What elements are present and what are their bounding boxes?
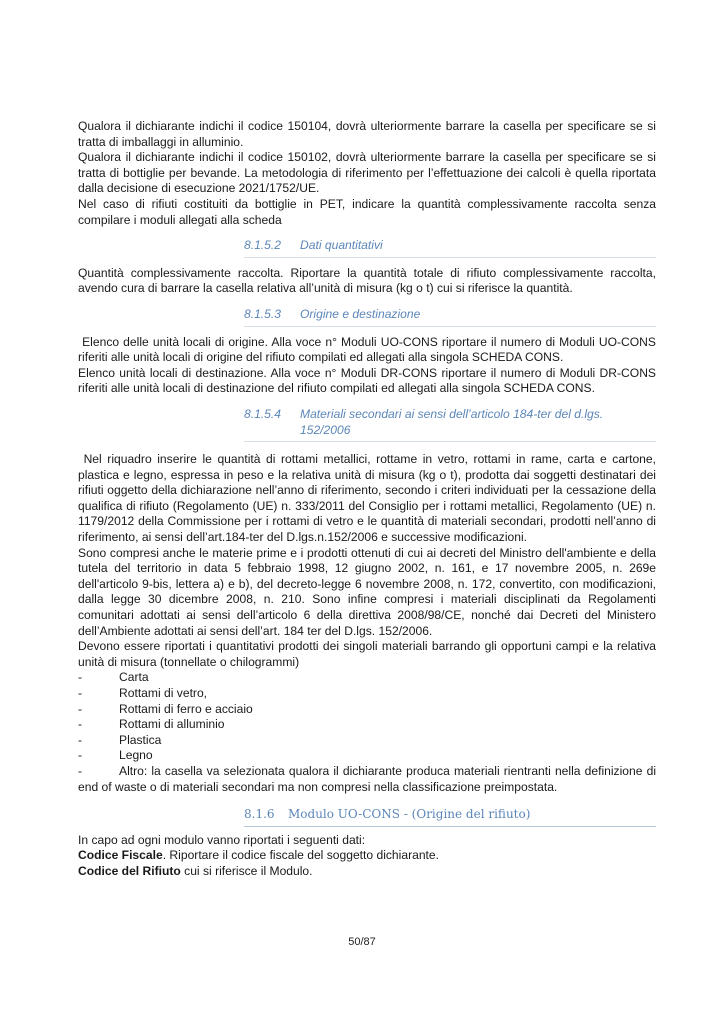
section-title: Origine e destinazione [300,306,421,321]
section-title: Modulo UO-CONS - (Origine del rifiuto) [288,807,531,822]
section-number: 8.1.5.3 [244,306,281,321]
paragraph: Elenco delle unità locali di origine. Alla voce n° Moduli UO-CONS riportare il numero di Moduli UO-CONS riferiti alle unità locali di origine del rifiuto compilati ed allegati alla singola SCHEDA CONS. [78,334,660,365]
list-item [78,733,656,749]
section-heading-8-1-5-2 [244,238,656,258]
page-number: 50/87 [348,936,376,948]
list-dash: - [78,670,83,685]
section-heading-8-1-5-4 [244,407,656,442]
field-codice-rifiuto [78,864,656,880]
list-item-text: Plastica [119,732,162,747]
list-item-text: Rottami di alluminio [119,717,225,732]
list-dash: - [78,686,83,700]
field-label: Codice Fiscale [78,848,163,863]
section-number: 8.1.5.4 [244,406,281,421]
paragraph: Nel riquadro inserire le quantità di rottami metallici, rottame in vetro, rottami in rame, carta e cartone, plastica e legno, espressa in peso e la relativa unità di misura (kg o t), prodotta dai soggetti destinatari dei rifiuti oggetto della dichiarazione nell’anno di riferimento, secondo i criteri individuati per la cessazione della qualifica di rifiuto (Regolamento (UE) n. 333/2011 del Consiglio per i rottami metallici, Regolamento (UE) n. 1179/2012 della Commissione per i rottami di vetro e le quantità di materiali secondari, prodotti nell’anno di riferimento, ai sensi dell’art.184-ter del D.lgs.n.152/2006 e successive modificazioni. [78,452,660,545]
list-dash: - [78,732,83,747]
section-title: Materiali secondari ai sensi dell’articolo 184-ter del d.lgs. 152/2006 [300,406,604,437]
section-number: 8.1.5.2 [244,238,281,253]
list-dash: - [78,748,83,763]
paragraph: Qualora il dichiarante indichi il codice 150102, dovrà ulteriormente barrare la casella per specificare se si tratta di bottiglie per bevande. La metodologia di riferimento per l’effettuazione dei calcoli è quella riportata dalla decisione di esecuzione 2021/1752/UE. [78,150,656,196]
section-number: 8.1.6 [244,807,275,822]
list-item-text: Altro: la casella va selezionata qualora il dichiarante produca materiali rientranti nella definizione di end of waste o di materiali secondari ma non compresi nella classificazione preimpostata. [78,763,656,794]
list-item-text: Rottami di vetro, [119,686,208,700]
paragraph: Sono compresi anche le materie prime e i prodotti ottenuti di cui ai decreti del Ministro dell'ambiente e della tutela del territorio in data 5 febbraio 1998, 12 giugno 2002, n. 161, e 17 novembre 2005, n. 269e dell'articolo 9-bis, lettera a) e b), del decreto-legge 6 novembre 2008, n. 172, convertito, con modificazioni, dalla legge 30 dicembre 2008, n. 210. Sono infine compresi i materiali disciplinati da Regolamenti comunitari adottati ai sensi dell’articolo 6 della direttiva 2008/98/CE, nonché dai Decreti del Ministero dell’Ambiente adottati ai sensi dell’art. 184 ter del D.lgs. 152/2006. [78,545,656,638]
section-title: Dati quantitativi [300,238,383,253]
list-item [78,748,656,764]
field-codice-fiscale [78,848,656,864]
intro-block [78,119,656,228]
field-text: . Riportare il codice fiscale del soggetto dichiarante. [162,848,439,863]
paragraph: Devono essere riportati i quantitativi prodotti dei singoli materiali barrando gli opportuni campi e la relativa unità di misura (tonnellate o chilogrammi) [78,639,656,669]
section-heading-8-1-5-3 [244,307,656,327]
list-item [78,686,656,702]
list-item-text: Carta [119,670,149,685]
document-page [78,119,660,880]
materials-list [78,670,656,764]
field-label: Codice del Rifiuto [78,863,181,878]
section-heading-8-1-6 [244,807,656,827]
list-item [78,670,656,686]
list-item [78,702,656,718]
list-dash: - [78,701,83,716]
paragraph: Nel caso di rifiuti costituiti da bottiglie in PET, indicare la quantità complessivamente raccolta senza compilare i moduli allegati alla scheda [78,196,656,227]
paragraph: In capo ad ogni modulo vanno riportati i seguenti dati: [78,832,366,847]
list-item-text: Legno [119,748,153,763]
list-item-altro [78,764,656,795]
list-item-text: Rottami di ferro e acciaio [119,701,253,716]
paragraph: Qualora il dichiarante indichi il codice 150104, dovrà ulteriormente barrare la casella per specificare se si tratta di imballaggi in alluminio. [78,119,656,149]
field-text: cui si riferisce il Modulo. [180,863,313,878]
list-item [78,717,656,733]
paragraph: Elenco unità locali di destinazione. Alla voce n° Moduli DR-CONS riportare il numero di Moduli DR-CONS riferiti alle unità locali di destinazione del rifiuto compilati ed allegati alla singola SCHEDA CONS. [78,365,656,396]
list-dash: - [78,717,83,732]
paragraph: Quantità complessivamente raccolta. Riportare la quantità totale di rifiuto complessivamente raccolta, avendo cura di barrare la casella relativa all’unità di misura (kg o t) cui si riferisce la quantità. [78,265,656,296]
list-dash: - [78,763,83,778]
